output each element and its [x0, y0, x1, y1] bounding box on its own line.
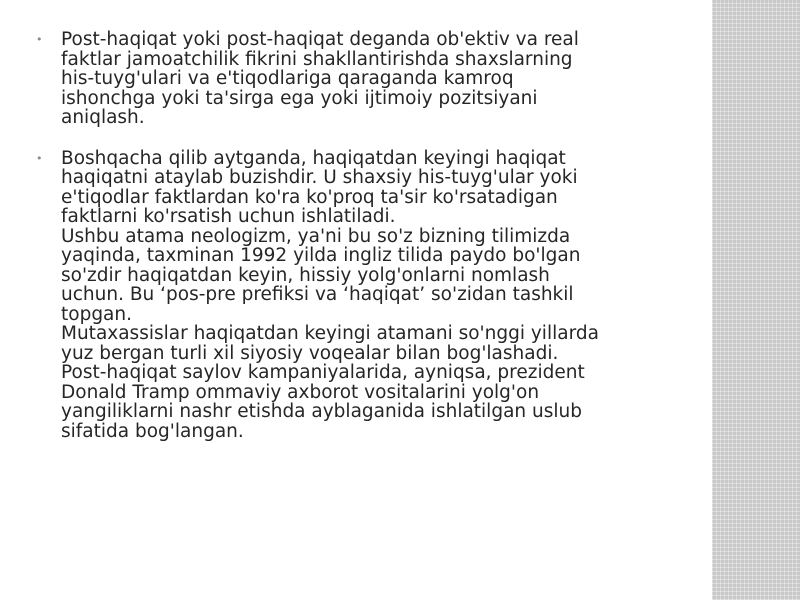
bullet-2-text [61, 149, 676, 442]
text-line: Ushbu atama neologizm, ya'ni bu so'z bizning tilimizda [61, 225, 571, 247]
text-line: e'tiqodlar faktlardan ko'ra ko'proq ta'sir ko'rsatadigan [61, 186, 558, 208]
text-line: topgan. [61, 303, 133, 325]
side-decorative-panel [712, 0, 800, 600]
text-line: aniqlash. [61, 107, 145, 128]
text-line: so'zdir haqiqatdan keyin, hissiy yolg'onlarni nomlash [61, 264, 550, 286]
text-line: Mutaxassislar haqiqatdan keyingi atamani so'nggi yillarda [61, 323, 599, 344]
bullet-1-text [61, 30, 676, 128]
text-line: ishonchga yoki ta'sirga ega yoki ijtimoiy pozitsiyani [61, 87, 538, 109]
bullet-dot-icon: • [36, 33, 43, 46]
text-line: uchun. Bu ‘pos-pre prefiksi va ‘haqiqat’ so'zidan tashkil [61, 284, 574, 305]
text-line: yangiliklarni nashr etishda ayblaganida ishlatilgan uslub [61, 401, 582, 422]
text-line: yaqinda, taxminan 1992 yilda ingliz tilida paydo bo'lgan [61, 245, 581, 266]
text-line: Donald Tramp ommaviy axborot vositalarini yolg'on [61, 381, 540, 403]
text-line: sifatida bog'langan. [61, 420, 244, 442]
text-line: haqiqatni ataylab buzishdir. U shaxsiy his-tuyg'ular yoki [61, 167, 578, 188]
text-line: his-tuyg'ulari va e'tiqodlariga qaraganda kamroq [61, 68, 514, 89]
text-line: Boshqacha qilib aytganda, haqiqatdan keyingi haqiqat [61, 147, 566, 169]
text-line: Post-haqiqat saylov kampaniyalarida, ayniqsa, prezident [61, 362, 585, 383]
text-line: Post-haqiqat yoki post-haqiqat deganda ob'ektiv va real [61, 29, 579, 50]
text-line: yuz bergan turli xil siyosiy voqealar bilan bog'lashadi. [61, 342, 559, 364]
slide-content [36, 30, 676, 441]
bullet-item-1 [36, 30, 676, 128]
bullet-item-2 [36, 149, 676, 442]
text-line: faktlar jamoatchilik fikrini shakllantirishda shaxslarning [61, 48, 573, 70]
text-line: faktlarni ko'rsatish uchun ishlatiladi. [61, 206, 396, 227]
bullet-dot-icon: • [36, 151, 43, 165]
